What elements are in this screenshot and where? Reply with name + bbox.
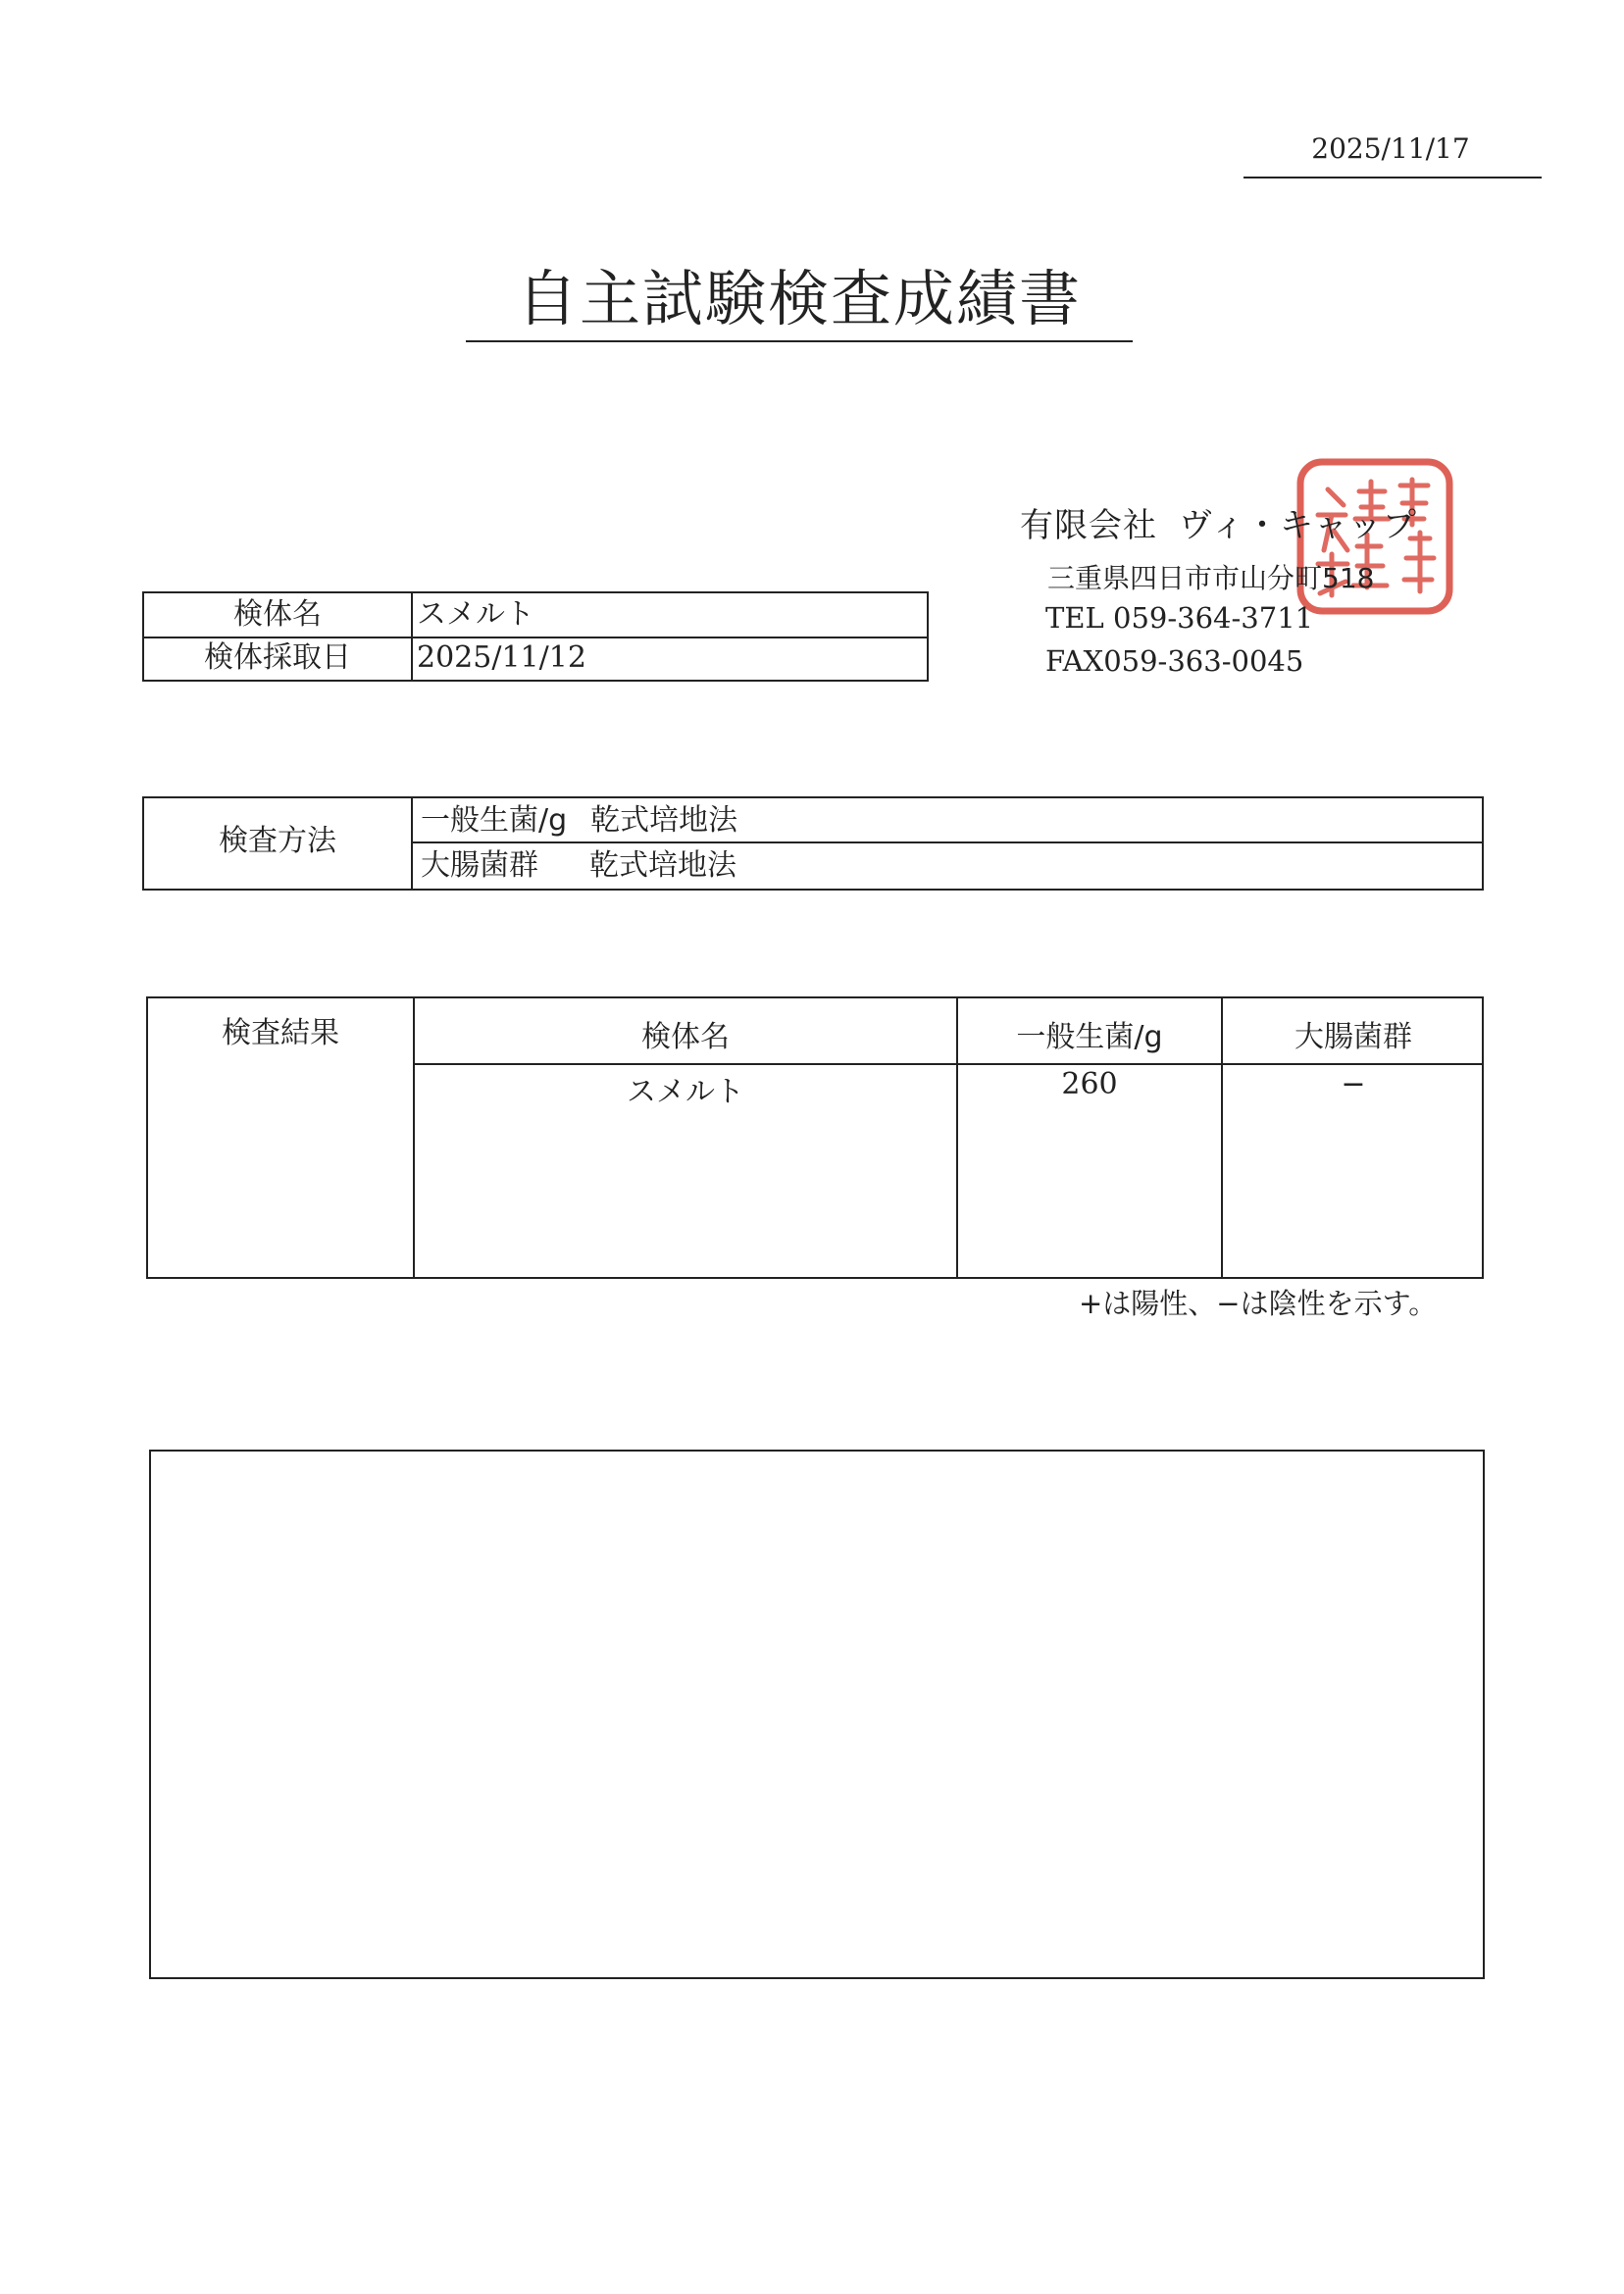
company-tel: TEL 059-364-3711	[1045, 601, 1314, 635]
test-results-table	[146, 996, 1484, 1279]
results-cell-sample: スメルト	[627, 1075, 744, 1109]
results-cell-coliform: −	[1341, 1067, 1366, 1101]
sample-info-table	[142, 591, 929, 682]
company-type: 有限会社	[1020, 506, 1157, 545]
method-name: 乾式培地法	[590, 803, 738, 838]
sample-date-value: 2025/11/12	[417, 640, 586, 675]
results-header-general-bacteria: 一般生菌/g	[1016, 1020, 1163, 1054]
document-title: 自主試験検査成績書	[516, 263, 1082, 334]
results-cell-general-bacteria: 260	[1061, 1067, 1118, 1101]
method-item: 大腸菌群	[421, 848, 538, 883]
date-underline	[1243, 177, 1542, 178]
method-row	[421, 845, 736, 887]
sample-name-value: スメルト	[417, 597, 534, 632]
remarks-box	[149, 1450, 1485, 1979]
method-item: 一般生菌/g	[421, 803, 568, 838]
title-underline	[466, 340, 1133, 342]
test-method-table	[142, 796, 1484, 891]
sample-name-label: 検体名	[233, 597, 322, 632]
legend-note: +は陽性、−は陰性を示す。	[1079, 1287, 1438, 1320]
method-label: 検査方法	[219, 824, 336, 858]
sample-date-label: 検体採取日	[204, 640, 351, 675]
company-name-text: ヴィ・キャップ	[1179, 506, 1417, 545]
company-fax: FAX059-363-0045	[1045, 644, 1304, 678]
method-row	[421, 800, 737, 841]
results-header-coliform: 大腸菌群	[1294, 1020, 1412, 1054]
issue-date: 2025/11/17	[1311, 132, 1470, 165]
results-label: 検査結果	[222, 1016, 339, 1050]
company-name	[1020, 498, 1417, 546]
method-name: 乾式培地法	[589, 848, 736, 883]
results-header-sample: 検体名	[641, 1020, 730, 1054]
company-address: 三重県四日市市山分町518	[1047, 562, 1375, 594]
